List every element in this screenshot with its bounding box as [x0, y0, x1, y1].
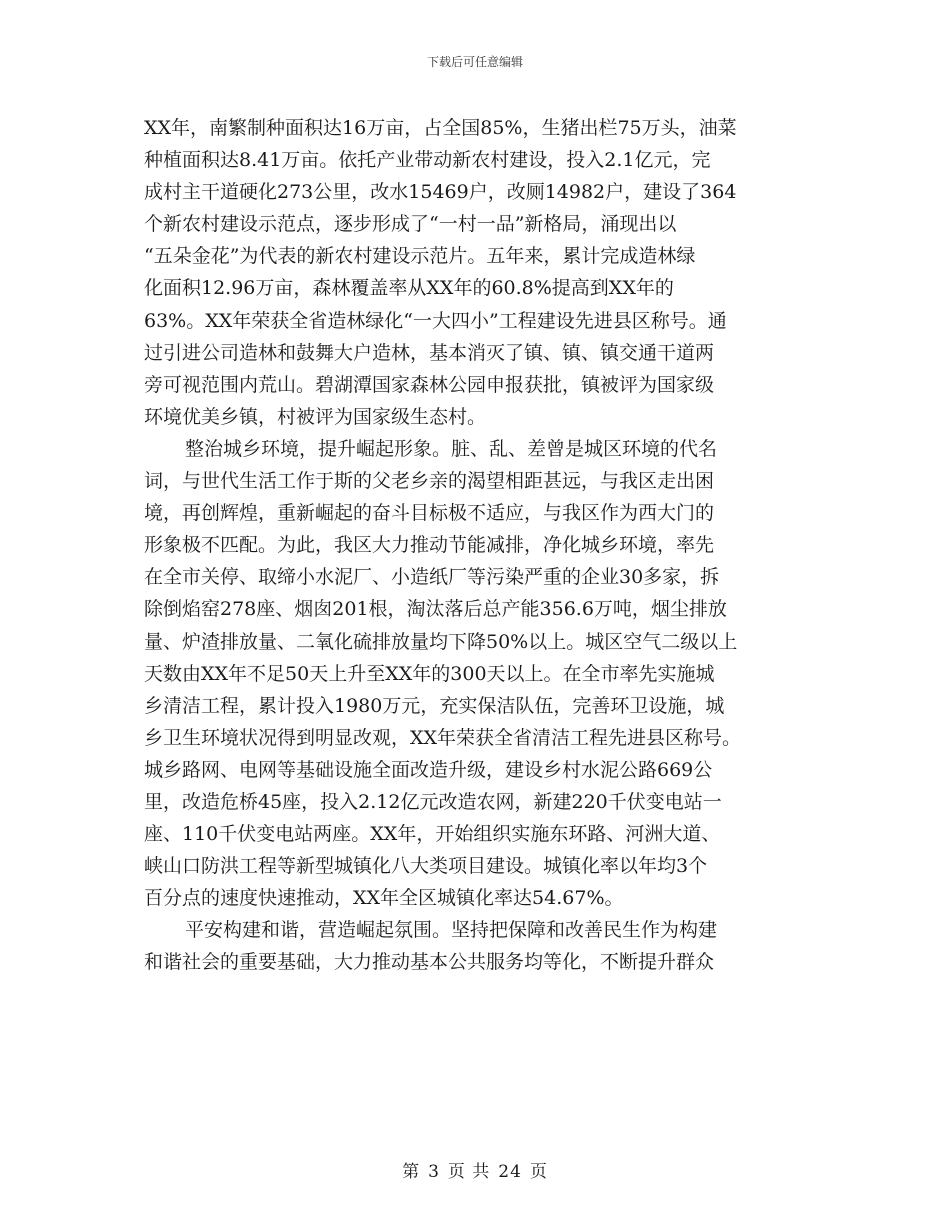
text-line: 环境优美乡镇，村被评为国家级生态村。 [144, 405, 487, 428]
text-line: 个新农村建设示范点，逐步形成了“一村一品”新格局，涌现出以 [144, 213, 677, 236]
text-line: 形象极不匹配。为此，我区大力推动节能减排，净化城乡环境，率先 [144, 534, 715, 557]
paragraph-start-line: 整治城乡环境，提升崛起形象。脏、乱、差曾是城区环境的代名 [185, 437, 718, 460]
text-line: 在全市关停、取缔小水泥厂、小造纸厂等污染严重的企业30多家，拆 [144, 566, 720, 589]
page-footer [0, 1157, 950, 1182]
text-line: 过引进公司造林和鼓舞大户造林，基本消灭了镇、镇、镇交通干道两 [144, 341, 715, 364]
text-line: 化面积12.96万亩，森林覆盖率从XX年的60.8%提高到XX年的 [144, 277, 674, 300]
paragraph-start-line: 平安构建和谐，营造崛起氛围。坚持把保障和改善民生作为构建 [185, 919, 718, 942]
text-line: 成村主干道硬化273公里，改水15469户，改厕14982户，建设了364 [144, 181, 737, 204]
page-header-note: 下载后可任意编辑 [426, 55, 523, 69]
text-line: “五朵金花”为代表的新农村建设示范片。五年来，累计完成造林绿 [144, 245, 696, 268]
text-line: 除倒焰窑278座、烟囱201根，淘汰落后总产能356.6万吨，烟尘排放 [144, 598, 727, 621]
text-line: 种植面积达8.41万亩。依托产业带动新农村建设，投入2.1亿元，完 [144, 149, 711, 172]
text-line: 乡卫生环境状况得到明显改观，XX年荣获全省清洁工程先进县区称号。 [144, 726, 742, 749]
text-line: 境，再创辉煌，重新崛起的奋斗目标极不适应，与我区作为西大门的 [144, 502, 715, 525]
text-line: 63%。XX年荣获全省造林绿化“一大四小”工程建设先进县区称号。通 [144, 309, 727, 332]
text-line: 词，与世代生活工作于斯的父老乡亲的渴望相距甚远，与我区走出困 [144, 470, 715, 493]
text-line: 旁可视范围内荒山。碧湖潭国家森林公园申报获批，镇被评为国家级 [144, 373, 715, 396]
text-line: 和谐社会的重要基础，大力推动基本公共服务均等化，不断提升群众 [144, 951, 715, 974]
document-body [144, 112, 804, 979]
page-number: 3 [428, 1162, 440, 1182]
text-line: 城乡路网、电网等基础设施全面改造升级，建设乡村水泥公路669公 [144, 758, 713, 781]
text-line: 量、炉渣排放量、二氧化硫排放量均下降50%以上。城区空气二级以上 [144, 630, 738, 653]
text-line: 天数由XX年不足50天上升至XX年的300天以上。在全市率先实施城 [144, 662, 715, 685]
total-pages: 24 [498, 1162, 522, 1182]
page-label-middle: 页 共 [447, 1162, 491, 1182]
text-line: 峡山口防洪工程等新型城镇化八大类项目建设。城镇化率以年均3个 [144, 855, 708, 878]
text-line: 乡清洁工程，累计投入1980万元，充实保洁队伍，完善环卫设施，城 [144, 694, 725, 717]
text-line: 百分点的速度快速推动，XX年全区城镇化率达54.67%。 [144, 887, 624, 910]
text-line: 座、110千伏变电站两座。XX年，开始组织实施东环路、河洲大道、 [144, 823, 721, 846]
page-label-prefix: 第 [402, 1162, 421, 1182]
text-line: XX年，南繁制种面积达16万亩，占全国85%，生猪出栏75万头，油菜 [144, 117, 737, 139]
text-line: 里，改造危桥45座，投入2.12亿元改造农网，新建220千伏变电站一 [144, 790, 722, 813]
page-label-suffix: 页 [529, 1162, 548, 1182]
